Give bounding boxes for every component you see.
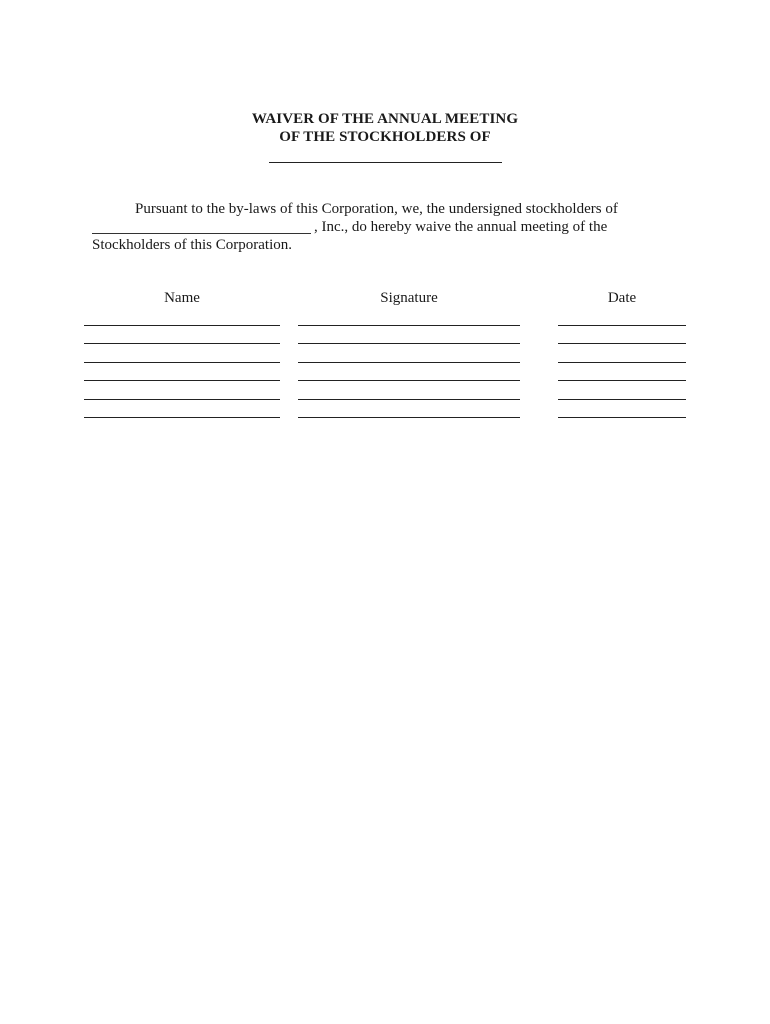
date-line-row-1[interactable] — [558, 325, 686, 326]
signature-line-row-5[interactable] — [298, 399, 520, 400]
signature-line-row-6[interactable] — [298, 417, 520, 418]
name-line-row-2[interactable] — [84, 343, 280, 344]
name-line-row-3[interactable] — [84, 362, 280, 363]
signature-line-row-1[interactable] — [298, 325, 520, 326]
date-line-row-2[interactable] — [558, 343, 686, 344]
date-line-row-4[interactable] — [558, 380, 686, 381]
name-line-row-6[interactable] — [84, 417, 280, 418]
column-header-name: Name — [164, 290, 200, 306]
column-header-date: Date — [607, 290, 637, 306]
name-line-row-1[interactable] — [84, 325, 280, 326]
name-line-row-4[interactable] — [84, 380, 280, 381]
company-name-blank[interactable] — [269, 162, 502, 163]
document-title-line-2: OF THE STOCKHOLDERS OF — [279, 129, 491, 145]
date-line-row-6[interactable] — [558, 417, 686, 418]
signature-line-row-4[interactable] — [298, 380, 520, 381]
signature-line-row-3[interactable] — [298, 362, 520, 363]
body-text-line-3: Stockholders of this Corporation. — [92, 237, 292, 253]
document-title-line-1: WAIVER OF THE ANNUAL MEETING — [251, 111, 519, 127]
body-text-line-1: Pursuant to the by-laws of this Corporation, we, the undersigned stockholders of — [135, 201, 618, 217]
date-line-row-3[interactable] — [558, 362, 686, 363]
corporation-name-blank[interactable] — [92, 233, 311, 234]
column-header-signature: Signature — [380, 290, 438, 306]
date-line-row-5[interactable] — [558, 399, 686, 400]
signature-line-row-2[interactable] — [298, 343, 520, 344]
body-text-line-2: , Inc., do hereby waive the annual meeting of the — [314, 219, 608, 235]
name-line-row-5[interactable] — [84, 399, 280, 400]
